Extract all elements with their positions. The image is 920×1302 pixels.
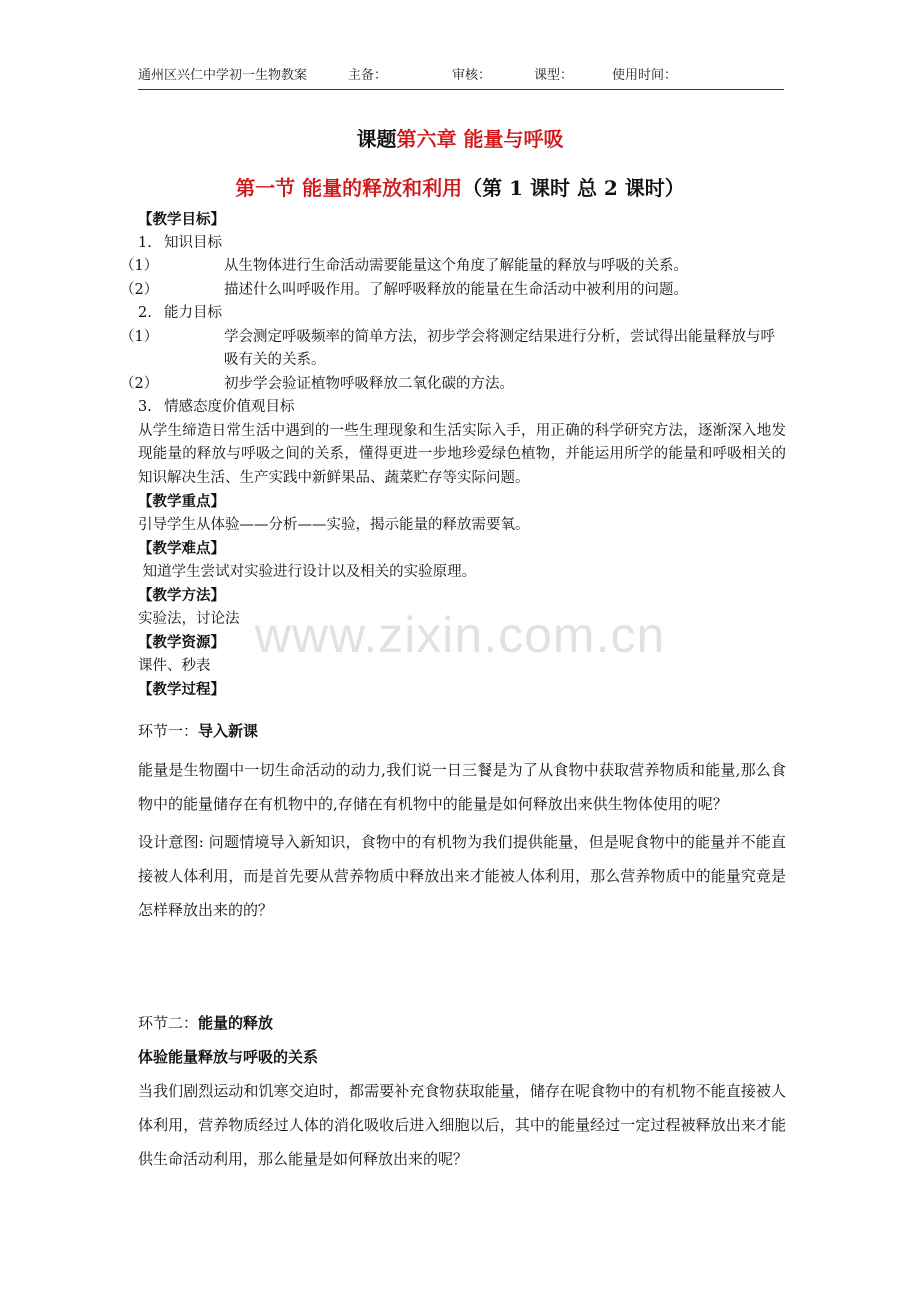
objectives-block [120, 208, 786, 702]
resource-heading: 【教学资源】 [138, 634, 225, 651]
page-header [138, 64, 784, 90]
difficulty-text: 知道学生尝试对实验进行设计以及相关的实验原理。 [138, 563, 477, 580]
process-block [138, 714, 786, 927]
header-preparer: 主备： [348, 68, 388, 83]
knowledge-item: （1） 从生物体进行生命活动需要能量这个角度了解能量的释放与呼吸的关系。 [120, 258, 688, 274]
step2-block [138, 1006, 786, 1176]
header-school: 通州区兴仁中学初一生物教案 [138, 68, 308, 83]
difficulty-heading: 【教学难点】 [138, 540, 225, 557]
watermark: www.zixin.com.cn [254, 607, 666, 663]
emotion-goal: 3. 情感态度价值观目标 [138, 399, 295, 415]
section-name: 第一节 能量的释放和利用 [235, 176, 463, 200]
step2-heading: 环节二：能量的释放 [138, 1014, 274, 1032]
header-use-time: 使用时间： [612, 68, 678, 83]
step1-text: 能量是生物圈中一切生命活动的动力,我们说一日三餐是为了从食物中获取营养物质和能量,那么食物中的能量储存在有机物中的,存储在有机物中的能量是如何释放出来供生物体使用的呢？ [138, 761, 786, 813]
header-reviewer: 审核： [452, 68, 492, 83]
period-info: （第 1 课时 总 2 课时） [462, 176, 685, 200]
method-text: 实验法，讨论法 [138, 610, 240, 627]
step1-heading: 环节一：导入新课 [138, 722, 259, 740]
key-text: 引导学生从体验——分析——实验，揭示能量的释放需要氧。 [138, 516, 530, 533]
chapter-title: 第六章 能量与呼吸 [396, 127, 564, 151]
objectives-heading: 【教学目标】 [138, 211, 225, 228]
ability-item: （2） 初步学会验证植物呼吸释放二氧化碳的方法。 [120, 375, 514, 392]
title-prefix: 课题 [356, 127, 397, 151]
section-title [0, 172, 920, 201]
emotion-text: 从学生缔造日常生活中遇到的一些生理现象和生活实际入手，用正确的科学研究方法，逐渐深入地发现能量的释放与呼吸之间的关系，懂得更进一步地珍爱绿色植物，并能运用所学的能量和呼吸相关的知识解决生活、生产实践中新鲜果品、蔬菜贮存等实际问题。 [138, 422, 786, 486]
design-intent: 设计意图: 问题情境导入新知识，食物中的有机物为我们提供能量，但是呢食物中的能量并不能直接被人体利用，而是首先要从营养物质中释放出来才能被人体利用，那么营养物质中的能量究竟是怎样释放出来的的？ [138, 833, 786, 919]
step2-text: 当我们剧烈运动和饥寒交迫时，都需要补充食物获取能量，储存在呢食物中的有机物不能直接被人体利用，营养物质经过人体的消化吸收后进入细胞以后，其中的能量经过一定过程被释放出来才能供生命活动利用，那么能量是如何释放出来的呢？ [138, 1082, 786, 1168]
step2-subheading: 体验能量释放与呼吸的关系 [138, 1048, 319, 1066]
process-heading: 【教学过程】 [138, 681, 225, 698]
ability-goal: 2. 能力目标 [138, 305, 222, 321]
ability-item: （1） 学会测定呼吸频率的简单方法，初步学会将测定结果进行分析，尝试得出能量释放与呼吸有关的关系。 [120, 328, 775, 368]
knowledge-goal: 1. 知识目标 [138, 234, 222, 251]
method-heading: 【教学方法】 [138, 587, 225, 604]
lesson-title [0, 123, 920, 152]
key-heading: 【教学重点】 [138, 493, 225, 510]
resource-text: 课件、秒表 [138, 657, 211, 674]
header-lesson-type: 课型： [534, 68, 574, 83]
knowledge-item: （2） 描述什么叫呼吸作用。了解呼吸释放的能量在生命活动中被利用的问题。 [120, 281, 688, 298]
